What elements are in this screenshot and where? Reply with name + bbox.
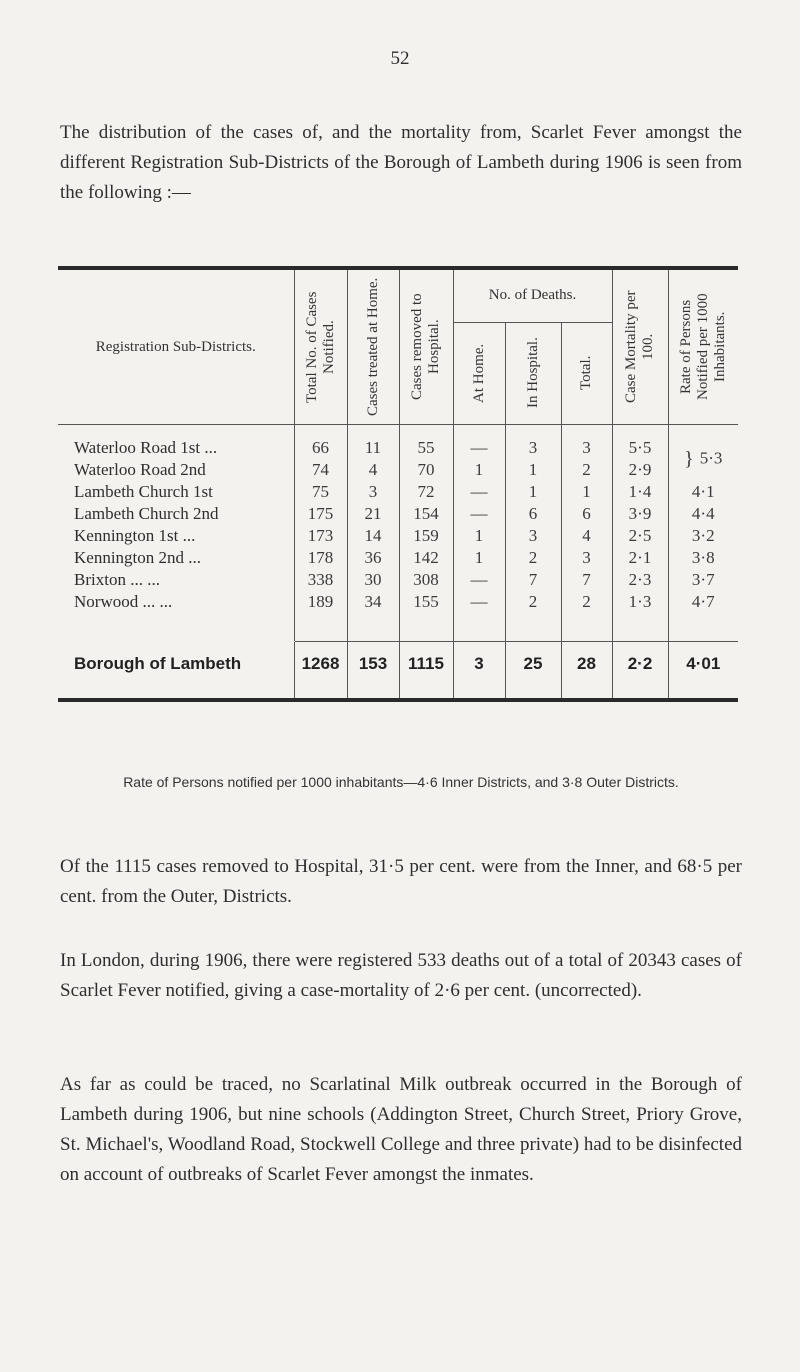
table-row [58, 525, 738, 547]
header-district: Registration Sub-Districts. [95, 338, 256, 355]
cell-rate: 3·8 [668, 547, 738, 569]
total-row [58, 642, 738, 687]
district-name: Lambeth Church 2nd [74, 504, 219, 523]
total-cell-mortality: 2·2 [612, 642, 668, 687]
cell-deaths-home: 1 [453, 525, 505, 547]
cell-deaths-home: — [453, 481, 505, 503]
paragraph-hospital-removals: Of the 1115 cases removed to Hospital, 31·5 per cent. were from the Inner, and 68·5 per cent. from the Outer, Districts. [60, 856, 742, 907]
cell-total: 175 [294, 503, 347, 525]
district-name: Kennington 2nd [74, 548, 185, 567]
cell-deaths-home: — [453, 437, 505, 459]
cell-rate: 4·4 [668, 503, 738, 525]
district-name: Kennington 1st [74, 526, 179, 545]
table-row [58, 503, 738, 525]
district-name: Lambeth Church 1st [74, 482, 213, 501]
cell-hospital: 72 [399, 481, 453, 503]
cell-hospital: 70 [399, 459, 453, 481]
cell-hospital: 308 [399, 569, 453, 591]
cell-total: 66 [294, 437, 347, 459]
table-row [58, 459, 738, 481]
district-name: Waterloo Road 2nd [74, 460, 206, 479]
cell-home: 34 [347, 591, 399, 613]
total-label: Borough of Lambeth [74, 654, 242, 673]
cell-total: 338 [294, 569, 347, 591]
page-number: 52 [390, 48, 410, 69]
cell-rate: 3·2 [668, 525, 738, 547]
cell-total: 75 [294, 481, 347, 503]
cell-deaths-home: 1 [453, 547, 505, 569]
cell-total: 189 [294, 591, 347, 613]
cell-deaths-total: 6 [561, 503, 612, 525]
cell-deaths-total: 3 [561, 437, 612, 459]
cell-rate: 4·7 [668, 591, 738, 613]
cell-deaths-hospital: 1 [505, 481, 561, 503]
header-deaths-home: At Home. [453, 322, 505, 424]
cell-hospital: 159 [399, 525, 453, 547]
header-treated-home: Cases treated at Home. [347, 270, 399, 424]
cell-home: 3 [347, 481, 399, 503]
cell-deaths-hospital: 2 [505, 591, 561, 613]
cell-hospital: 142 [399, 547, 453, 569]
cell-deaths-hospital: 3 [505, 525, 561, 547]
total-cell-rate: 4·01 [668, 642, 738, 687]
cell-deaths-hospital: 3 [505, 437, 561, 459]
cell-deaths-total: 7 [561, 569, 612, 591]
header-deaths-group: No. of Deaths. [453, 270, 612, 322]
cell-home: 21 [347, 503, 399, 525]
total-cell-deaths-hospital: 25 [505, 642, 561, 687]
cell-total: 178 [294, 547, 347, 569]
cell-deaths-total: 2 [561, 591, 612, 613]
scarlet-fever-table [58, 266, 738, 702]
cell-hospital: 154 [399, 503, 453, 525]
cell-home: 14 [347, 525, 399, 547]
cell-rate: 4·1 [668, 481, 738, 503]
cell-mortality: 3·9 [612, 503, 668, 525]
cell-deaths-total: 4 [561, 525, 612, 547]
leader-dots: ... [188, 548, 202, 567]
header-total-notified: Total No. of Cases Notified. [294, 270, 347, 424]
cell-deaths-total: 1 [561, 481, 612, 503]
total-cell-total: 1268 [294, 642, 347, 687]
cell-home: 11 [347, 437, 399, 459]
leader-dots: ... [204, 438, 218, 457]
cell-mortality: 1·3 [612, 591, 668, 613]
header-case-mortality: Case Mortality per 100. [612, 270, 668, 424]
cell-deaths-total: 2 [561, 459, 612, 481]
leader-dots: ... ... [142, 592, 173, 611]
header-removed-hospital: Cases removed to Hospital. [399, 270, 453, 424]
district-name: Norwood [74, 592, 139, 611]
leader-dots: ... [182, 526, 196, 545]
cell-hospital: 55 [399, 437, 453, 459]
cell-deaths-home: — [453, 591, 505, 613]
cell-deaths-home: — [453, 503, 505, 525]
cell-deaths-total: 3 [561, 547, 612, 569]
cell-hospital: 155 [399, 591, 453, 613]
district-name: Waterloo Road 1st [74, 438, 201, 457]
table-row [58, 481, 738, 503]
paragraph-london-comparison: In London, during 1906, there were registered 533 deaths out of a total of 20343 cases of Scarlet Fever notified, giving a case-mortality of 2·6 per cent. (uncorrected). [60, 950, 742, 1001]
cell-rate-waterloo-combined [668, 437, 738, 481]
table-row [58, 547, 738, 569]
cell-deaths-hospital: 2 [505, 547, 561, 569]
brace-icon: } [684, 447, 694, 470]
cell-total: 173 [294, 525, 347, 547]
total-cell-deaths-home: 3 [453, 642, 505, 687]
total-cell-home: 153 [347, 642, 399, 687]
cell-mortality: 2·5 [612, 525, 668, 547]
cell-deaths-home: — [453, 569, 505, 591]
table-row [58, 437, 738, 459]
total-cell-deaths-total: 28 [561, 642, 612, 687]
cell-rate: 3·7 [668, 569, 738, 591]
cell-mortality: 2·3 [612, 569, 668, 591]
waterloo-rate: 5·3 [699, 447, 723, 467]
intro-paragraph: The distribution of the cases of, and the mortality from, Scarlet Fever amongst the different Registration Sub-Districts of the Borough of Lambeth during 1906 is seen from the following :— [60, 122, 742, 203]
header-rate-persons: Rate of Persons Notified per 1000 Inhabitants. [668, 270, 738, 424]
paragraph-milk-outbreak: As far as could be traced, no Scarlatinal Milk outbreak occurred in the Borough of Lambeth during 1906, but nine schools (Addington Street, Church Street, Priory Grove, St. Michael's, Woodland Road, Stockwell College and three private) had to be disinfected on account of outbreaks of Scarlet Fever amongst the inmates. [60, 1074, 742, 1185]
cell-deaths-home: 1 [453, 459, 505, 481]
table-row [58, 591, 738, 613]
header-deaths-total: Total. [561, 322, 612, 424]
table-footnote: Rate of Persons notified per 1000 inhabitants—4·6 Inner Districts, and 3·8 Outer Districts. [123, 774, 679, 790]
cell-deaths-hospital: 6 [505, 503, 561, 525]
cell-total: 74 [294, 459, 347, 481]
cell-deaths-hospital: 1 [505, 459, 561, 481]
total-cell-hospital: 1115 [399, 642, 453, 687]
table-row [58, 569, 738, 591]
cell-home: 4 [347, 459, 399, 481]
cell-mortality: 1·4 [612, 481, 668, 503]
district-name: Brixton [74, 570, 126, 589]
cell-mortality: 2·9 [612, 459, 668, 481]
cell-mortality: 2·1 [612, 547, 668, 569]
cell-home: 36 [347, 547, 399, 569]
cell-deaths-hospital: 7 [505, 569, 561, 591]
leader-dots: ... ... [130, 570, 160, 589]
cell-mortality: 5·5 [612, 437, 668, 459]
cell-home: 30 [347, 569, 399, 591]
header-deaths-hospital: In Hospital. [505, 322, 561, 424]
